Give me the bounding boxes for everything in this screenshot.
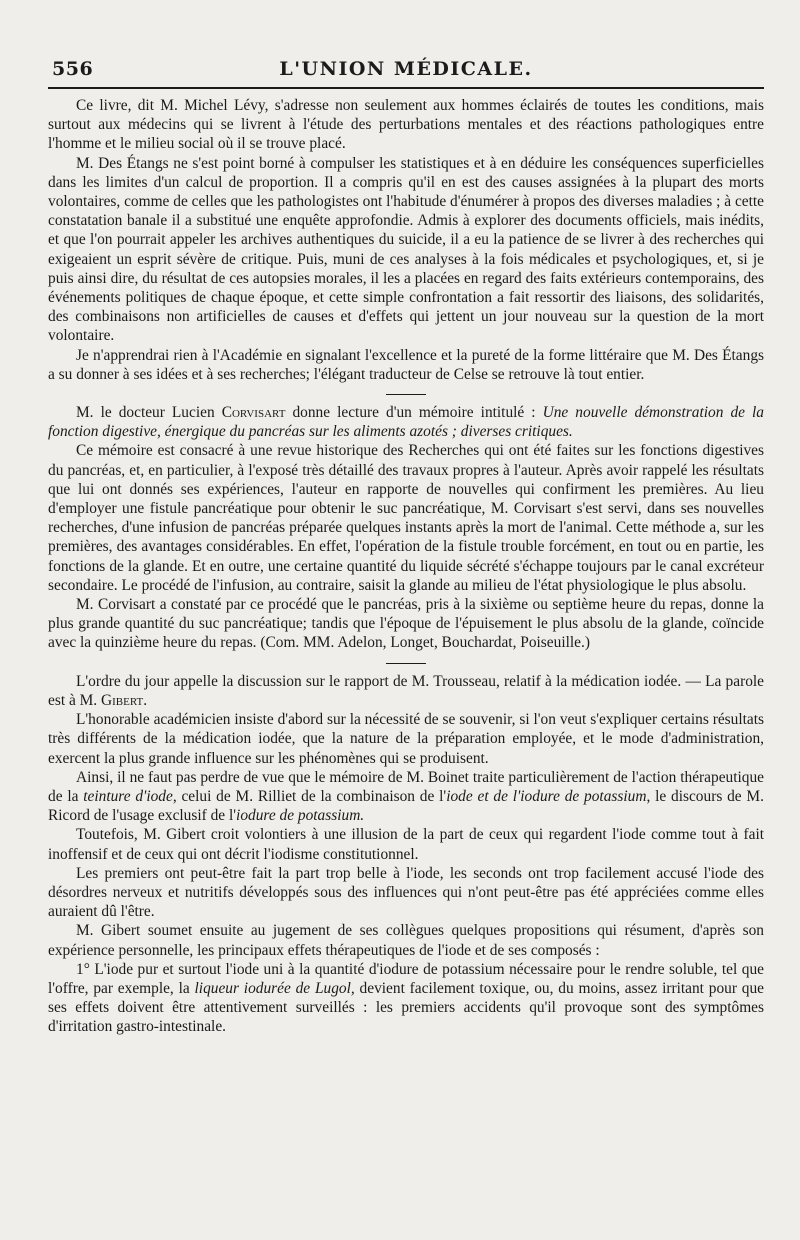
paragraph: Ce livre, dit M. Michel Lévy, s'adresse non seulement aux hommes éclairés de toutes les conditions, mais surtout aux médecins qui se livrent à l'étude des perturbations mentales et des réactions pathologiques entre l'homme et le milieu social où il se trouve placé. xyxy=(48,97,764,153)
text-run: 1° L'iode pur et surtout l'iode uni à la quantité d'iodure de potassium nécessaire pour le rendre soluble, tel que l'offre, par exemple, la xyxy=(48,960,764,997)
text-run: Ainsi, il ne faut pas perdre de vue que le mémoire de M. Boinet traite particulièrement de l'action thérapeutique de la xyxy=(48,768,764,805)
header-rule xyxy=(48,87,764,89)
text-run: M. le docteur Lucien xyxy=(76,404,222,422)
italic-term: teinture d'iode xyxy=(83,787,173,805)
paragraph: M. Corvisart a constaté par ce procédé que le pancréas, pris à la sixième ou septième heure du repas, donne la plus grande quantité du suc pancréatique; tandis que l'époque de l'épuisement le plus absolu de la glande, coïncide avec la quinzième heure du repas. (Com. MM. Adelon, Longet, Bouchardat, Poiseuille.) xyxy=(48,596,764,652)
paragraph: M. Gibert soumet ensuite au jugement de ses collègues quelques propositions qui résument, d'après son expérience personnelle, les principaux effets thérapeutiques de l'iode et de ses composés : xyxy=(48,922,764,959)
paragraph: Ce mémoire est consacré à une revue historique des Recherches qui ont été faites sur les fonctions digestives du pancréas, et, en particulier, à l'exposé très détaillé des travaux propres à l'auteur. Après avoir rappelé les résultats que lui ont donnés ses expériences, l'auteur en rapporte de nouvelles qui confirment les premières. Au lieu d'employer une fistule pancréatique pour obtenir le suc pancréatique, M. Corvisart s'est servi, dans ses nouvelles recherches, d'une infusion de pancréas préparée quelques instants après la mort de l'animal. Cette méthode a, sur les premières, des avantages considérables. En effet, l'opération de la fistule trouble forcément, en tout ou en partie, les fonctions de la glande. Et en outre, une certaine quantité du liquide sécrété s'échappe toujours par le canal excréteur secondaire. Le procédé de l'infusion, au contraire, saisit la glande au milieu de l'état physiologique le plus absolu. xyxy=(48,442,764,594)
italic-term: liqueur iodurée de Lugol, xyxy=(194,979,355,997)
paragraph: Je n'apprendrai rien à l'Académie en signalant l'excellence et la pureté de la forme littéraire que M. Des Étangs a su donner à ses idées et à ses recherches; l'élégant traducteur de Celse se retrouve là tout entier. xyxy=(48,346,764,383)
paragraph xyxy=(48,960,764,1037)
paragraph xyxy=(48,403,764,441)
speaker-name: Gibert. xyxy=(101,691,148,709)
memoir-title: Une nouvelle démonstration de la fonction digestive, énergique du pancréas sur les aliments azotés ; diverses critiques. xyxy=(48,404,764,441)
text-run: , celui de M. Rilliet de la combinaison de l' xyxy=(172,787,447,805)
text-run: devient facilement toxique, ou, du moins, assez irritant pour que ses effets doivent être attentivement surveillés : les premiers accidents qu'il provoque sont des symptômes d'irritation gastro-intestinale. xyxy=(48,979,765,1036)
running-title: L'UNION MÉDICALE. xyxy=(279,58,533,80)
section-separator xyxy=(386,663,426,664)
text-run: donne lecture d'un mémoire intitulé : xyxy=(285,404,543,422)
text-run: , le discours de M. Ricord de l'usage exclusif de l' xyxy=(48,787,764,825)
paragraph xyxy=(48,768,764,826)
italic-term: iode et de l'iodure de potassium xyxy=(446,787,647,805)
paragraph: M. Des Étangs ne s'est point borné à compulser les statistiques et à en déduire les conséquences superficielles dans les limites d'un calcul de proportion. Il a compris qu'il en est des causes assignées à la plupart des morts volontaires, comme de celles que les pathologistes ont l'habitude d'énumérer à propos des diverses maladies ; à cette constatation banale il a substitué une enquête approfondie. Admis à explorer des documents officiels, mais inédits, et que l'on pourrait appeler les archives authentiques du suicide, il a eu la patience de se livrer à des recherches qui exigeaient un esprit sévère de critique. Puis, muni de ces analyses à la fois médicales et psychologiques, et, si je puis ainsi dire, du résultat de ces autopsies morales, il les a placées en regard des faits extérieurs contemporains, des événements politiques de chaque époque, et cette simple confrontation a fait ressortir des liaisons, des solidarités, des combinaisons non artificielles de causes et d'effets qui jettent un jour nouveau sur la question de la mort volontaire. xyxy=(48,154,764,345)
paragraph: Toutefois, M. Gibert croit volontiers à une illusion de la part de ceux qui regardent l'iode comme tout à fait inoffensif et de ceux qui ont décrit l'iodisme constitutionnel. xyxy=(48,826,764,863)
page-body xyxy=(48,82,764,1037)
paragraph xyxy=(48,672,764,710)
author-name: Corvisart xyxy=(221,404,286,422)
text-run: L'ordre du jour appelle la discussion sur le rapport de M. Trousseau, relatif à la médication iodée. — La parole est à M. xyxy=(48,672,764,709)
page-header xyxy=(48,0,764,82)
section-separator xyxy=(386,394,426,395)
italic-term: iodure de potassium. xyxy=(236,807,365,825)
page-number: 556 xyxy=(52,58,94,80)
paragraph: Les premiers ont peut-être fait la part trop belle à l'iode, les seconds ont trop facilement accusé l'iode des désordres nerveux et nutritifs développés sous des influences qui n'ont peut-être pas été appréciées comme elles auraient dû l'être. xyxy=(48,864,764,921)
paragraph: L'honorable académicien insiste d'abord sur la nécessité de se souvenir, si l'on veut s'expliquer certains résultats très différents de la médication iodée, que la nature de la préparation employée, et le mode d'administration, exercent la plus grande influence sur les phénomènes qui se produisent. xyxy=(48,711,764,767)
